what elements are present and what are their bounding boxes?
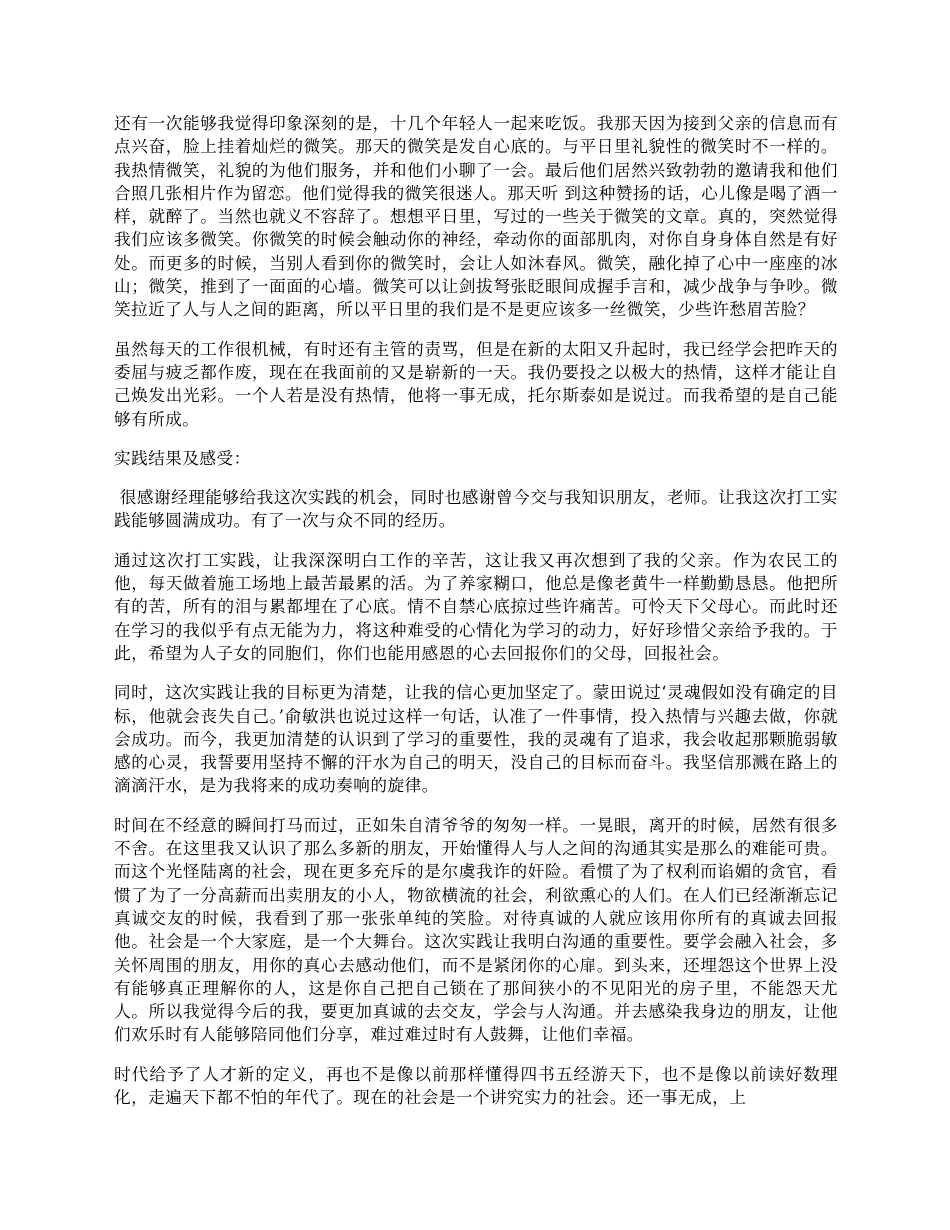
paragraph-smile-experience: 还有一次能够我觉得印象深刻的是，十几个年轻人一起来吃饭。我那天因为接到父亲的信息而有点兴奋，脸上挂着灿烂的微笑。那天的微笑是发自心底的。与平日里礼貌性的微笑时不一样的。我热情微笑，礼貌的为他们服务，并和他们小聊了一会。最后他们居然兴致勃勃的邀请我和他们合照几张相片作为留恋。他们觉得我的微笑很迷人。那天听 到这种赞扬的话，心儿像是喝了酒一样，就醉了。当然也就义不容辞了。想想平日里，写过的一些关于微笑的文章。真的，突然觉得我们应该多微笑。你微笑的时候会触动你的神经，牵动你的面部肌肉，对你自身身体自然是有好处。而更多的时候，当别人看到你的微笑时，会让人如沐春风。微笑，融化掉了心中一座座的冰山；微笑，推到了一面面的心墙。微笑可以让剑拔弩张眨眼间成握手言和，减少战争与争吵。微笑拉近了人与人之间的距离，所以平日里的我们是不是更应该多一丝微笑，少些许愁眉苦脸？ [114, 114, 838, 320]
paragraph-goals: 同时，这次实践让我的目标更为清楚，让我的信心更加坚定了。蒙田说过‘灵魂假如没有确定的目标，他就会丧失自己。’俞敏洪也说过这样一句话，认准了一件事情，投入热情与兴趣去做，你就会成功。而今，我更加清楚的认识到了学习的重要性，我的灵魂有了追求，我会收起那颗脆弱敏感的心灵，我誓要用坚持不懈的汗水为自己的明天，没自己的目标而奋斗。我坚信那溅在路上的滴滴汗水，是为我将来的成功奏响的旋律。 [114, 683, 838, 796]
document-body [114, 112, 838, 1125]
paragraph-era: 时代给予了人才新的定义，再也不是像以前那样懂得四书五经游天下，也不是像以前读好数理化，走遍天下都不怕的年代了。现在的社会是一个讲究实力的社会。还一事无成，上 [114, 1064, 838, 1107]
paragraph-thanks: 很感谢经理能够给我这次实践的机会，同时也感谢曾今交与我知识朋友，老师。让我这次打工实践能够圆满成功。有了一次与众不同的经历。 [114, 488, 839, 531]
paragraph-communication: 时间在不经意的瞬间打马而过，正如朱自清爷爷的匆匆一样。一晃眼，离开的时候，居然有很多不舍。在这里我又认识了那么多新的朋友，开始懂得人与人之间的沟通其实是那么的难能可贵。而这个光怪陆离的社会，现在更多充斥的是尔虞我诈的奸险。看惯了为了权利而谄媚的贪官，看惯了为了一分高薪而出卖朋友的小人，物欲横流的社会，利欲熏心的人们。在人们已经渐渐忘记真诚交友的时候，我看到了那一张张单纯的笑脸。对待真诚的人就应该用你所有的真诚去回报他。社会是一个大家庭，是一个大舞台。这次实践让我明白沟通的重要性。要学会融入社会，多关怀周围的朋友，用你的真心去感动他们，而不是紧闭你的心扉。到头来，还埋怨这个世界上没有能够真正理解你的人，这是你自己把自己锁在了那间狭小的不见阳光的房子里，不能怨天尤人。所以我觉得今后的我，要更加真诚的去交友，学会与人沟通。并去感染我身边的朋友，让他们欢乐时有人能够陪同他们分享，难过难过时有人鼓舞，让他们幸福。 [114, 815, 838, 1045]
paragraph-father: 通过这次打工实践，让我深深明白工作的辛苦，这让我又再次想到了我的父亲。作为农民工的他，每天做着施工场地上最苦最累的活。为了养家糊口，他总是像老黄牛一样勤勤恳恳。他把所有的苦，所有的泪与累都埋在了心底。情不自禁心底掠过些许痛苦。可怜天下父母心。而此时还在学习的我似乎有点无能为力，将这种难受的心情化为学习的动力，好好珍惜父亲给予我的。于此，希望为人子女的同胞们，你们也能用感恩的心去回报你们的父母，回报社会。 [114, 550, 838, 663]
paragraph-enthusiasm: 虽然每天的工作很机械，有时还有主管的责骂，但是在新的太阳又升起时，我已经学会把昨天的委屈与疲乏都作废，现在在我面前的又是崭新的一天。我仍要投之以极大的热情，这样才能让自己焕发出光彩。一个人若是没有热情，他将一事无成，托尔斯泰如是说过。而我希望的是自己能够有所成。 [114, 339, 838, 429]
section-heading-results: 实践结果及感受： [114, 448, 251, 468]
